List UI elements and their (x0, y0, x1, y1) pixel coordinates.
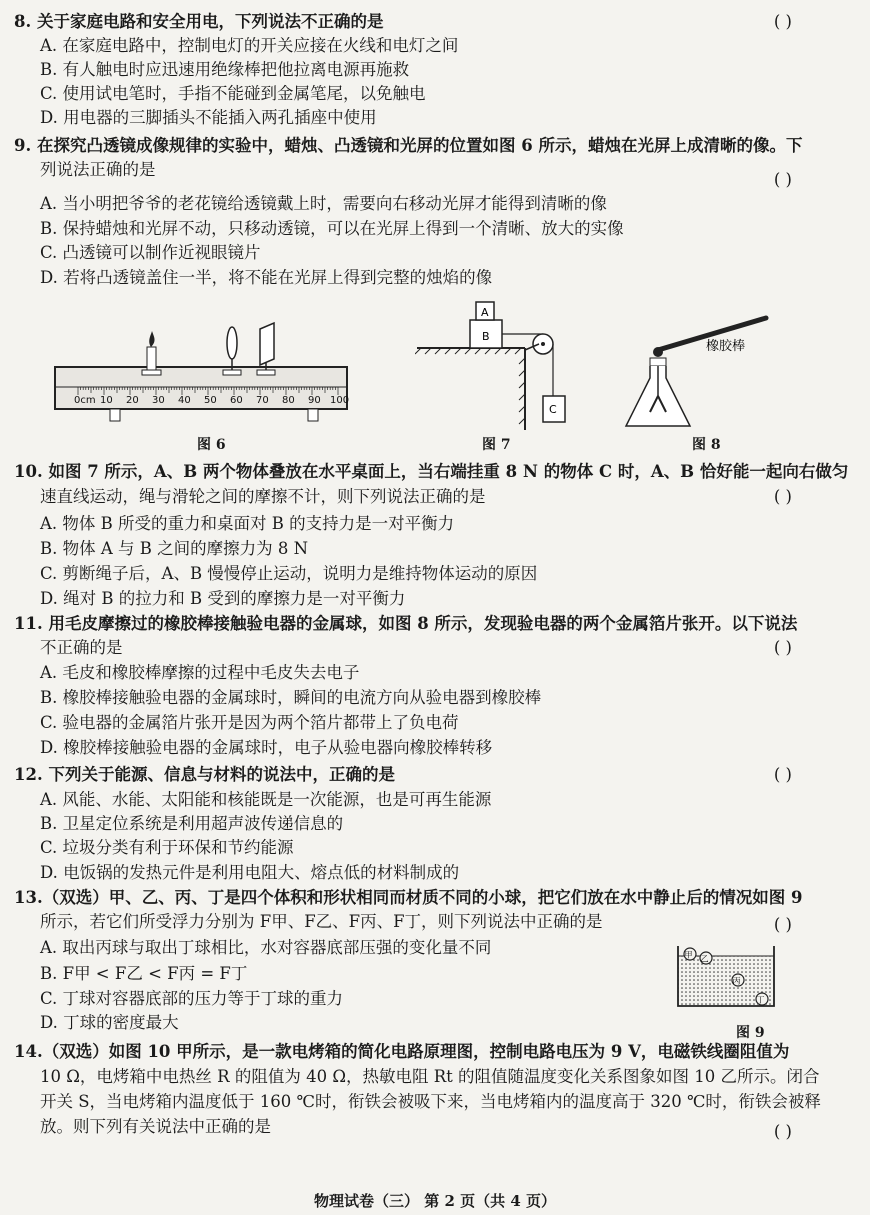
q9-option-c: C. 凸透镜可以制作近视眼镜片 (40, 243, 261, 262)
figure-8-caption: 图 8 (692, 437, 721, 453)
ruler-label-70: 70 (256, 395, 269, 406)
q8-stem: 8. 关于家庭电路和安全用电，下列说法不正确的是 (14, 12, 384, 31)
q10-answer-bracket: ( ) (773, 487, 792, 506)
q11-answer-bracket: ( ) (773, 638, 792, 657)
q12-option-c: C. 垃圾分类有利于环保和节约能源 (40, 838, 294, 857)
figure-9-balls-in-water (668, 942, 786, 1017)
q13-option-c: C. 丁球对容器底部的压力等于丁球的重力 (40, 989, 344, 1008)
candle-holder (142, 370, 161, 375)
light-screen (260, 323, 274, 365)
ruler-label-90: 90 (308, 395, 321, 406)
figure-7-caption: 图 7 (482, 437, 511, 453)
convex-lens (227, 327, 237, 359)
q9-stem-line2: 列说法正确的是 (40, 160, 156, 179)
q13-stem-line2: 所示，若它们所受浮力分别为 F甲、F乙、F丙、F丁，则下列说法中正确的是 (40, 912, 603, 931)
q10-stem-line2: 速直线运动，绳与滑轮之间的摩擦不计，则下列说法正确的是 (40, 487, 486, 506)
ruler-label-0: 0cm (74, 395, 96, 406)
block-c-label: C (549, 403, 557, 416)
ruler-label-100: 100 (330, 395, 350, 406)
q13-option-a: A. 取出丙球与取出丁球相比，水对容器底部压强的变化量不同 (40, 938, 492, 957)
q9-stem-line1: 9. 在探究凸透镜成像规律的实验中，蜡烛、凸透镜和光屏的位置如图 6 所示，蜡烛在光屏上成清晰的像。下 (14, 136, 803, 155)
candle (147, 347, 156, 371)
ball-ding-label: 丁 (756, 995, 765, 1005)
q13-stem-line1: 13.（双选）甲、乙、丙、丁是四个体积和形状相同而材质不同的小球，把它们放在水中静止后的情况如图 9 (14, 888, 803, 907)
q12-answer-bracket: ( ) (773, 765, 792, 784)
ruler-label-60: 60 (230, 395, 243, 406)
metal-ball (653, 347, 663, 357)
q8-answer-bracket: ( ) (773, 12, 792, 31)
q13-option-d: D. 丁球的密度最大 (40, 1013, 179, 1032)
q11-stem-line2: 不正确的是 (40, 638, 123, 657)
q11-option-c: C. 验电器的金属箔片张开是因为两个箔片都带上了负电荷 (40, 713, 459, 732)
rubber-rod-label: 橡胶棒 (706, 339, 746, 354)
screen-holder (257, 370, 275, 375)
pulley-axle (541, 342, 545, 346)
q11-option-d: D. 橡胶棒接触验电器的金属球时，电子从验电器向橡胶棒转移 (40, 738, 493, 757)
q8-option-c: C. 使用试电笔时，手指不能碰到金属笔尾，以免触电 (40, 84, 426, 103)
ruler-label-20: 20 (126, 395, 139, 406)
q9-option-a: A. 当小明把爷爷的老花镜给透镜戴上时，需要向右移动光屏才能得到清晰的像 (40, 194, 607, 213)
q14-answer-bracket: ( ) (773, 1122, 792, 1141)
q9-option-b: B. 保持蜡烛和光屏不动，只移动透镜，可以在光屏上得到一个清晰、放大的实像 (40, 219, 624, 238)
ruler-label-40: 40 (178, 395, 191, 406)
q13-option-b: B. F甲 < F乙 < F丙 = F丁 (40, 964, 248, 983)
q8-option-d: D. 用电器的三脚插头不能插入两孔插座中使用 (40, 108, 377, 127)
lens-holder (223, 370, 241, 375)
bench-foot-right (308, 409, 318, 421)
q14-stem-line3: 开关 S，当电烤箱内温度低于 160 ℃时，衔铁会被吸下来，当电烤箱内的温度高于 320 ℃时，衔铁会被释 (40, 1092, 821, 1111)
bench-foot-left (110, 409, 120, 421)
ruler-label-30: 30 (152, 395, 165, 406)
page-footer: 物理试卷（三） 第 2 页（共 4 页） (314, 1192, 556, 1210)
q14-stem-line1: 14.（双选）如图 10 甲所示，是一款电烤箱的简化电路原理图，控制电路电压为 9 V，电磁铁线圈阻值为 (14, 1042, 790, 1061)
q14-stem-line4: 放。则下列有关说法中正确的是 (40, 1117, 271, 1136)
ruler-label-10: 10 (100, 395, 113, 406)
ball-yi-label: 乙 (700, 954, 709, 964)
q10-option-c: C. 剪断绳子后，A、B 慢慢停止运动，说明力是维持物体运动的原因 (40, 564, 538, 583)
q14-stem-line2: 10 Ω，电烤箱中电热丝 R 的阻值为 40 Ω，热敏电阻 Rt 的阻值随温度变化关系图象如图 10 乙所示。闭合 (40, 1067, 820, 1086)
ball-bing-label: 丙 (732, 976, 741, 986)
q12-option-a: A. 风能、水能、太阳能和核能既是一次能源，也是可再生能源 (40, 790, 492, 809)
q8-option-b: B. 有人触电时应迅速用绝缘棒把他拉离电源再施救 (40, 60, 410, 79)
figure-9-caption: 图 9 (736, 1025, 765, 1041)
q11-option-a: A. 毛皮和橡胶棒摩擦的过程中毛皮失去电子 (40, 663, 360, 682)
q8-option-a: A. 在家庭电路中，控制电灯的开关应接在火线和电灯之间 (40, 36, 459, 55)
q11-stem-line1: 11. 用毛皮摩擦过的橡胶棒接触验电器的金属球，如图 8 所示，发现验电器的两个金属箔片张开。以下说法 (14, 614, 798, 633)
q10-option-b: B. 物体 A 与 B 之间的摩擦力为 8 N (40, 539, 309, 558)
ball-jia-label: 甲 (684, 950, 693, 960)
ruler-label-80: 80 (282, 395, 295, 406)
q9-option-d: D. 若将凸透镜盖住一半，将不能在光屏上得到完整的烛焰的像 (40, 268, 493, 287)
figure-6-optical-bench (50, 315, 360, 430)
q9-answer-bracket: ( ) (773, 170, 792, 189)
q11-option-b: B. 橡胶棒接触验电器的金属球时，瞬间的电流方向从验电器到橡胶棒 (40, 688, 542, 707)
figure-7-pulley-setup (415, 298, 580, 433)
block-b-label: B (482, 330, 490, 343)
candle-flame (149, 331, 154, 347)
q10-stem-line1: 10. 如图 7 所示，A、B 两个物体叠放在水平桌面上，当右端挂重 8 N 的物体 C 时，A、B 恰好能一起向右做匀 (14, 462, 849, 481)
q12-option-b: B. 卫星定位系统是利用超声波传递信息的 (40, 814, 344, 833)
q10-option-d: D. 绳对 B 的拉力和 B 受到的摩擦力是一对平衡力 (40, 589, 406, 608)
ruler-label-50: 50 (204, 395, 217, 406)
q12-stem: 12. 下列关于能源、信息与材料的说法中，正确的是 (14, 765, 395, 784)
figure-6-caption: 图 6 (197, 437, 226, 453)
stopper (650, 358, 666, 366)
block-a-label: A (481, 306, 489, 319)
q13-answer-bracket: ( ) (773, 915, 792, 934)
q12-option-d: D. 电饭锅的发热元件是利用电阻大、熔点低的材料制成的 (40, 863, 460, 882)
q10-option-a: A. 物体 B 所受的重力和桌面对 B 的支持力是一对平衡力 (40, 514, 455, 533)
figure-8-electroscope (620, 310, 780, 435)
